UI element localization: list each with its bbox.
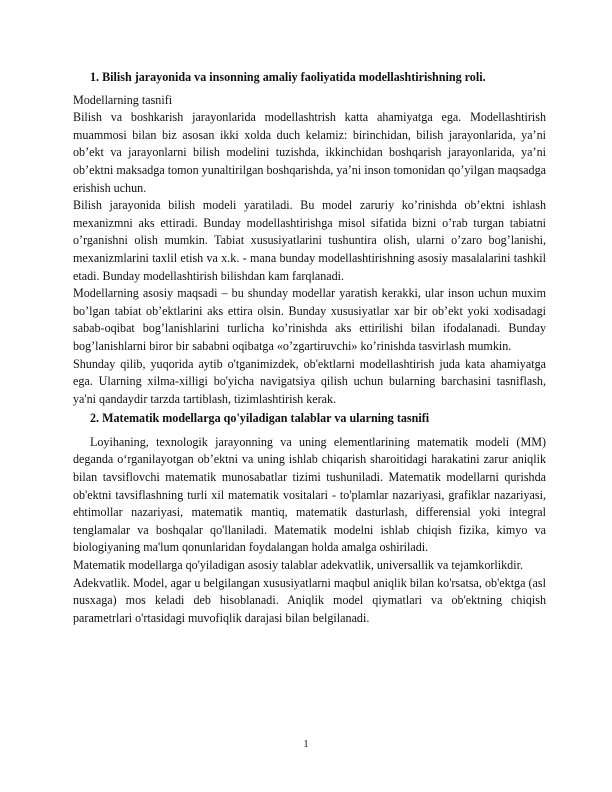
section-heading-1: 1. Bilish jarayonida va insonning amaliy faoliyatida modellashtirishning roli. [90,70,486,84]
document-body [73,69,546,627]
paragraph-cognitive-model: Bilish jarayonida bilish modeli yaratiladi. Bu model zaruriy ko’rinishda ob’ektni ishlash mexanizmni aks ettiradi. Bunday modellashtirishga misol sifatida bizni o’rab turgan tabiatni o’rganishni olish mumkin. Tabiat xususiyatlarini tushuntira olish, ularni o’zaro bog’lanishi, mexanizmlarini taxlil etish va x.k. - mana bunday modellashtirishning asosiy masalalarini tashkil etadi. Bunday modellashtirish bilishdan kam farqlanadi. [73,198,546,283]
paragraph-adequacy: Adekvatlik. Model, agar u belgilangan xususiyatlarni maqbul aniqlik bilan ko'rsatsa, ob'ektga (asl nusxaga) mos keladi deb hisoblanadi. Aniqlik model qiymatlari va ob'ektning chiqish parametrlari o'rtasidagi muvofiqlik darajasi bilan belgilanadi. [73,575,546,625]
paragraph-requirements: Matematik modellarga qo'yiladigan asosiy talablar adekvatlik, universallik va tejamkorlikdir. [73,558,523,573]
paragraph-summary: Shunday qilib, yuqorida aytib o'tganimizdek, ob'ektlarni modellashtirish juda kata ahamiyatga ega. Ularning xilma-xilligi bo'yicha navigatsiya qilish uchun bularning barchasini tasniflash, ya'ni qandaydir tarzda tartiblash, tizimlashtirish kerak. [73,356,546,406]
paragraph-classification-title: Modellarning tasnifi [73,92,173,107]
paragraph-model-goal: Modellarning asosiy maqsadi – bu shunday modellar yaratish kerakki, ular inson uchun muxim bo’lgan tabiat ob’ektlarini aks ettira olsin. Bunday xususiyatlar xar bir ob’ekt yoki xodisadagi sabab-oqibat bog’lanishlarini turlicha ko’rinishda aks ettirilishi bilan ifodalanadi. Bunday bog’lanishlarni biror bir sababni oqibatga «o’zgartiruvchi» ko’rinishda tasvirlash mumkin. [73,286,546,353]
paragraph-math-model-definition: Loyihaning, texnologik jarayonning va uning elementlarining matematik modeli (MM) deganda o‘rganilayotgan ob’ektni va uning ishlab chiqarish sharoitidagi harakatini zarur aniqlik bilan tavsiflovchi matematik munosabatlar tizimi tushuniladi. Matematik modellarni qurishda ob'ektni tavsiflashning turli xil matematik vositalari - to'plamlar nazariyasi, grafiklar nazariyasi, ehtimollar nazariyasi, matematik mantiq, matematik dasturlash, differensial yoki integral tenglamalar va boshqalar qo'llaniladi. Matematik modelni ishlab chiqish fizika, kimyo va biologiyaning ma'lum qonunlaridan foydalangan holda amalga oshiriladi. [73,434,546,555]
paragraph-modelling-importance: Bilish va boshkarish jarayonlarida modellashtrish katta ahamiyatga ega. Modellashtirish muammosi bilan biz asosan ikki xolda duch kelamiz: birinchidan, bilish jarayonlarida, ya’ni ob’ekt va jarayonlarni bilish modelini tuzishda, ikkinchidan boshqarish jarayonlarida, ya’ni ob’ektni maksadga tomon yunaltirilgan boshqarishda, ya’ni inson tomonidan qo’yilgan maqsadga erishish uchun. [73,110,546,195]
page-number: 1 [303,738,309,750]
section-heading-2: 2. Matematik modellarga qo'yiladigan talablar va ularning tasnifi [90,411,430,426]
